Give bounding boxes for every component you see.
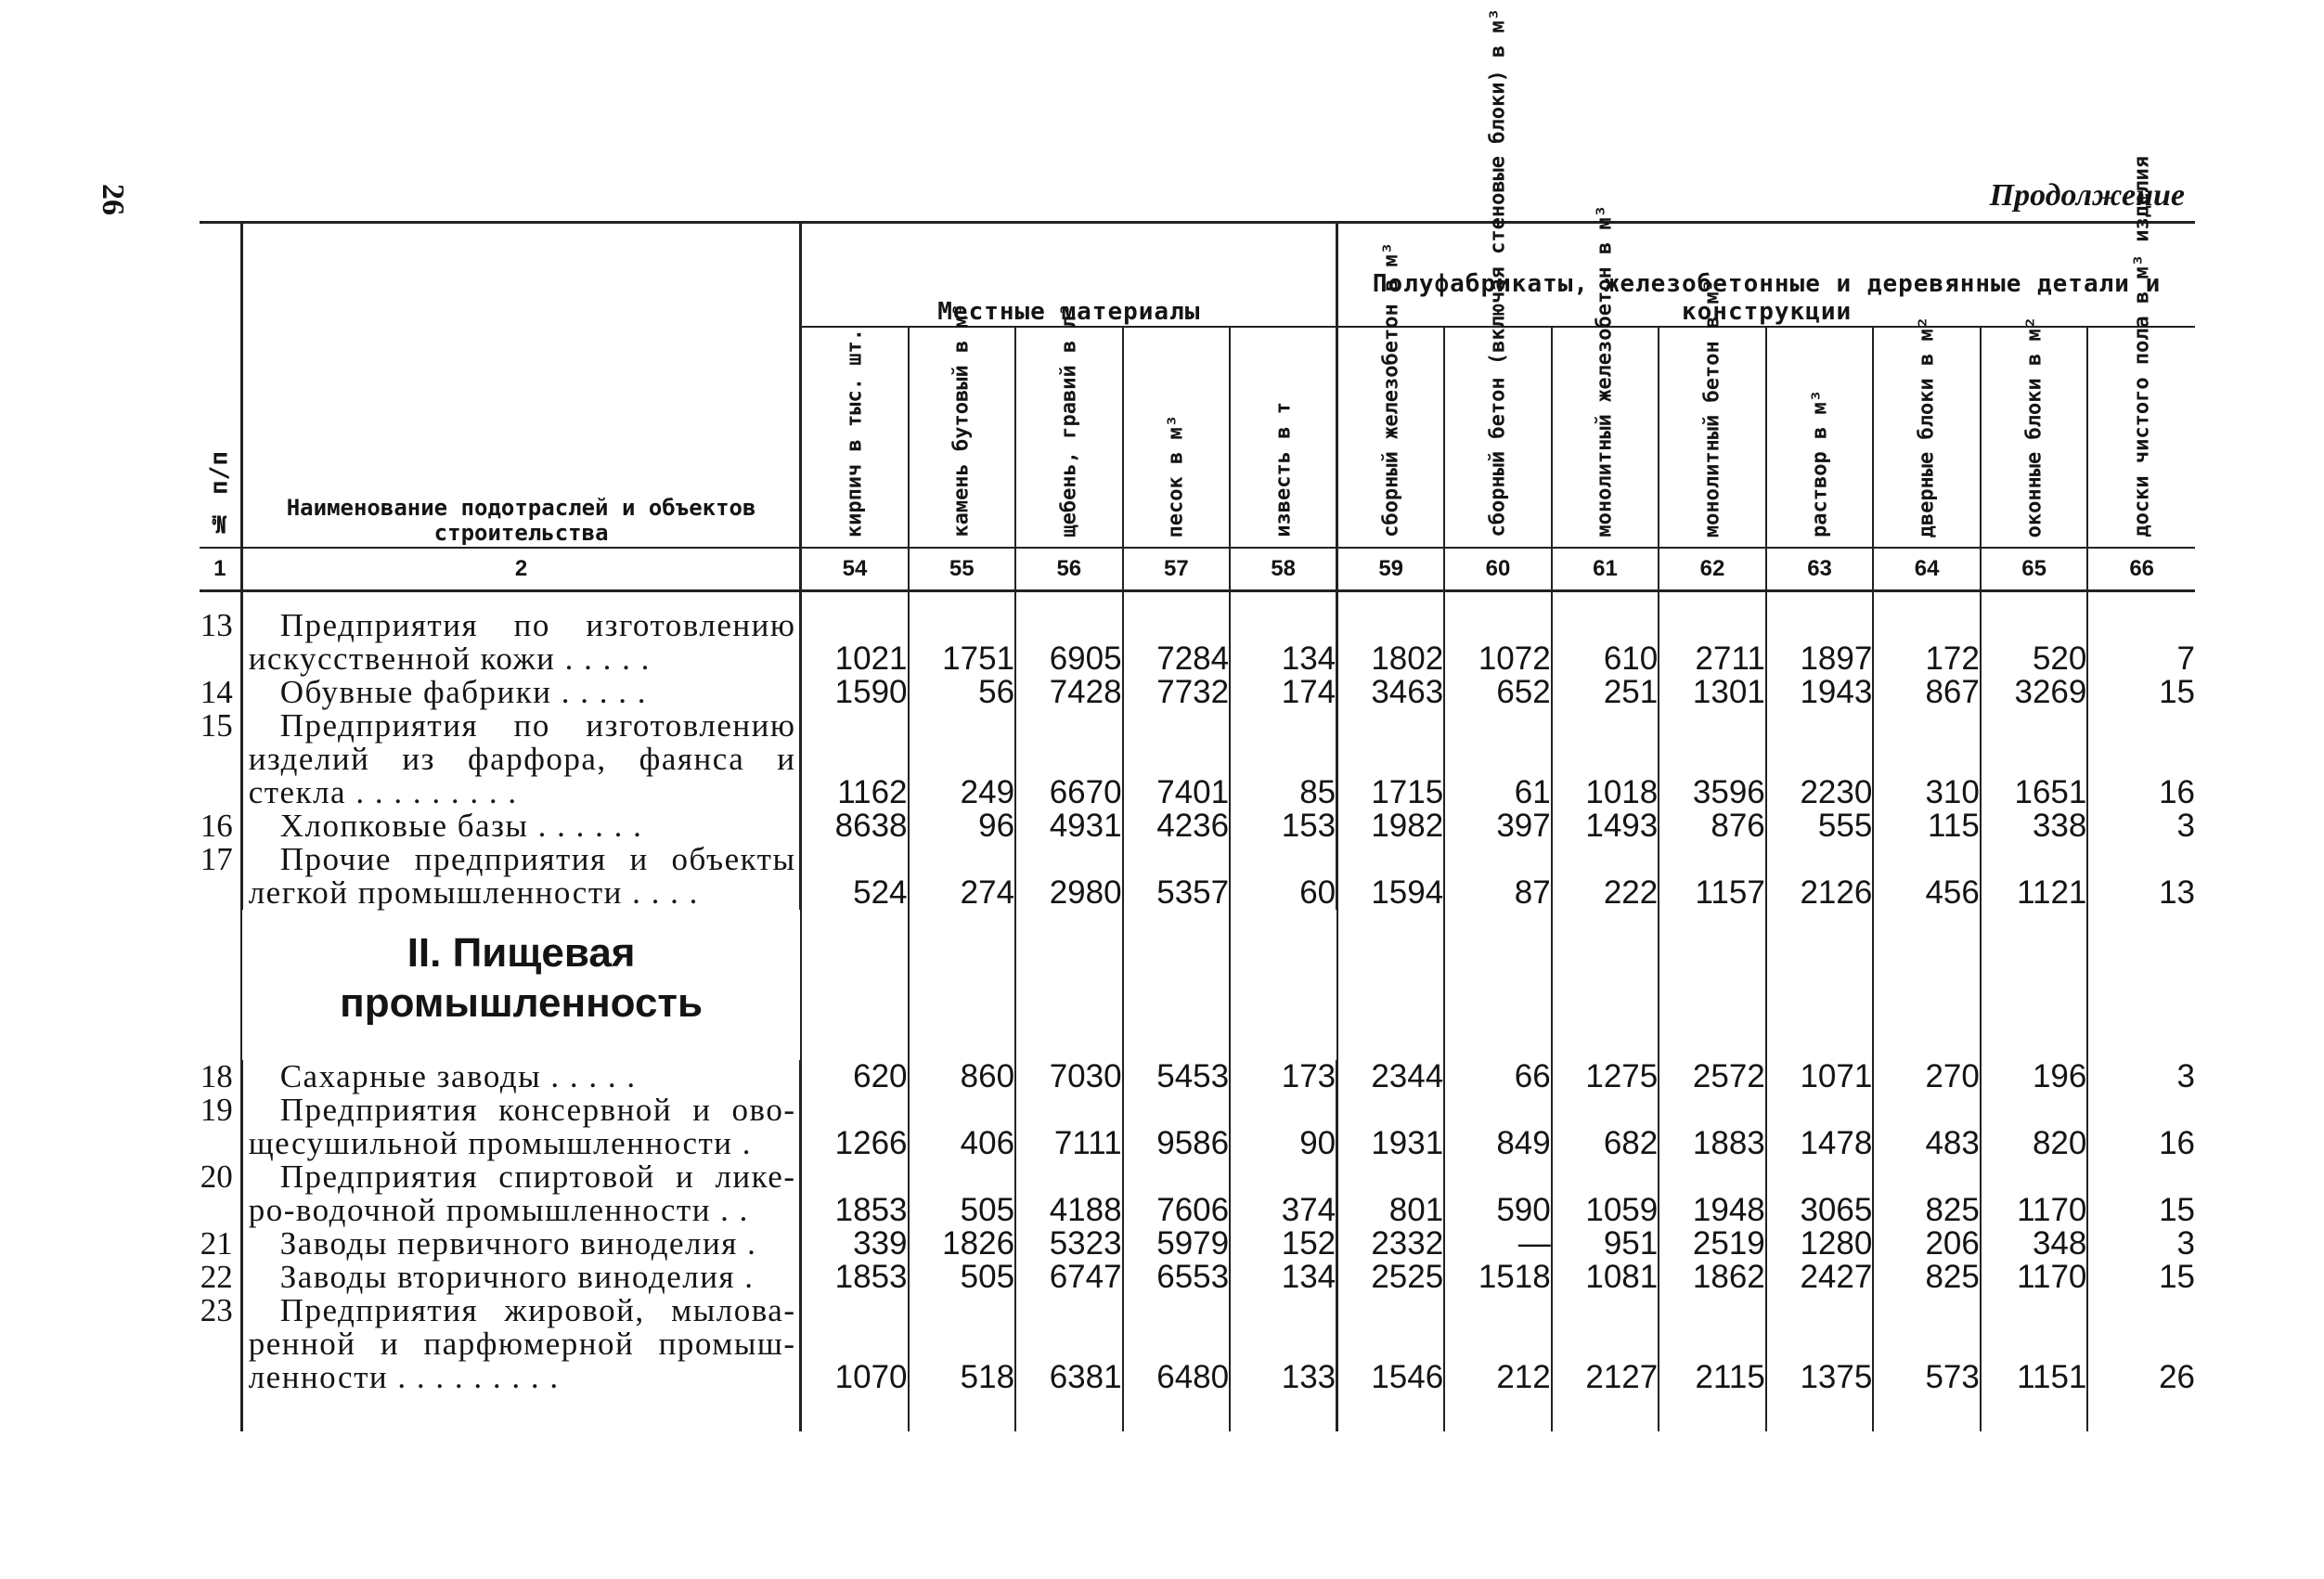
value-cell: 1493 (1552, 809, 1659, 843)
value-cell: 1280 (1766, 1227, 1874, 1261)
value-cell: 15 (2087, 1261, 2195, 1294)
value-cell: 3596 (1659, 709, 1766, 809)
header-column-64 (1873, 316, 1981, 548)
value-cell: 348 (1981, 1227, 2088, 1261)
header-group-local-materials: Местные материалы (801, 223, 1337, 328)
value-cell: 5323 (1015, 1227, 1123, 1261)
value-cell: 7284 (1123, 609, 1231, 676)
value-cell: 4188 (1015, 1160, 1123, 1227)
value-cell: 133 (1230, 1294, 1337, 1394)
column-index: 62 (1659, 548, 1766, 591)
value-cell: 6747 (1015, 1261, 1123, 1294)
value-cell: 520 (1981, 609, 2088, 676)
table-row (200, 1094, 2195, 1160)
value-cell: 1862 (1659, 1261, 1766, 1294)
column-index: 66 (2087, 548, 2195, 591)
value-cell: 652 (1444, 676, 1552, 709)
value-cell: 66 (1444, 1060, 1552, 1094)
value-cell: 3 (2087, 1227, 2195, 1261)
value-cell: 3065 (1766, 1160, 1874, 1227)
value-cell: 5357 (1123, 843, 1231, 910)
value-cell: 339 (801, 1227, 909, 1261)
value-cell: 1151 (1981, 1294, 2088, 1394)
table-body (200, 591, 2195, 1432)
value-cell: 115 (1873, 809, 1981, 843)
value-cell: 4931 (1015, 809, 1123, 843)
value-cell: 60 (1230, 843, 1337, 910)
row-number: 20 (200, 1158, 233, 1195)
column-index: 64 (1873, 548, 1981, 591)
value-cell: 1715 (1337, 709, 1445, 809)
value-cell: 153 (1230, 809, 1337, 843)
object-name (241, 1227, 801, 1261)
value-cell: 338 (1981, 809, 2088, 843)
table-row (200, 676, 2195, 709)
value-cell: 1072 (1444, 609, 1552, 676)
value-cell: 951 (1552, 1227, 1659, 1261)
value-cell: 7606 (1123, 1160, 1231, 1227)
table-row (200, 609, 2195, 676)
column-index: 55 (909, 548, 1016, 591)
table-row (200, 709, 2195, 809)
value-cell: 1070 (801, 1294, 909, 1394)
object-name-line: Заводы первичного виноделия . (279, 1225, 757, 1262)
header-column-54 (801, 327, 909, 548)
table-row (200, 809, 2195, 843)
value-cell: 374 (1230, 1160, 1337, 1227)
value-cell: 1071 (1766, 1060, 1874, 1094)
object-name-line: стекла . . . . . . . . . (248, 774, 518, 810)
value-cell: 1266 (801, 1094, 909, 1160)
value-cell: 7030 (1015, 1060, 1123, 1094)
value-cell: 573 (1873, 1294, 1981, 1394)
header-column-label: камень бутовый в м³ (949, 304, 974, 537)
value-cell: 590 (1444, 1160, 1552, 1227)
value-cell: 7732 (1123, 676, 1231, 709)
object-name-line: Предприятия по изготовлению (279, 707, 796, 744)
object-name (241, 1094, 801, 1160)
value-cell: 56 (909, 676, 1016, 709)
header-column-label: сборный бетон (включая стеновые блоки) в м³ (1486, 8, 1510, 537)
value-cell: 1802 (1337, 609, 1445, 676)
header-column-label: щебень, гравий в л³ (1057, 304, 1081, 537)
header-column-56 (1015, 304, 1123, 548)
row-number: 23 (200, 1292, 233, 1328)
value-cell: 406 (909, 1094, 1016, 1160)
header-column-55 (909, 304, 1016, 548)
value-cell: 2980 (1015, 843, 1123, 910)
value-cell: 1157 (1659, 843, 1766, 910)
value-cell: 4236 (1123, 809, 1231, 843)
object-name-line: Предприятия спиртовой и лике- (279, 1158, 796, 1195)
table-tail (200, 1394, 2195, 1431)
value-cell: 8638 (801, 809, 909, 843)
value-cell: 172 (1873, 609, 1981, 676)
value-cell: 249 (909, 709, 1016, 809)
value-cell: 6553 (1123, 1261, 1231, 1294)
value-cell: 196 (1981, 1060, 2088, 1094)
value-cell: 1121 (1981, 843, 2088, 910)
value-cell: 3463 (1337, 676, 1445, 709)
value-cell: 2344 (1337, 1060, 1445, 1094)
row-number: 21 (200, 1225, 233, 1262)
value-cell: 1162 (801, 709, 909, 809)
value-cell: 206 (1873, 1227, 1981, 1261)
value-cell: 212 (1444, 1294, 1552, 1394)
value-cell: 2115 (1659, 1294, 1766, 1394)
value-cell: 6381 (1015, 1294, 1123, 1394)
value-cell: 1518 (1444, 1261, 1552, 1294)
value-cell: 222 (1552, 843, 1659, 910)
value-cell: 2332 (1337, 1227, 1445, 1261)
column-index: 56 (1015, 548, 1123, 591)
object-name-line: изделий из фарфора, фаянса и (248, 741, 796, 777)
value-cell: 6670 (1015, 709, 1123, 809)
value-cell: 860 (909, 1060, 1016, 1094)
object-name-line: легкой промышленности . . . . (248, 874, 699, 911)
value-cell: 251 (1552, 676, 1659, 709)
object-name-line: Сахарные заводы . . . . . (279, 1058, 637, 1094)
value-cell: 2427 (1766, 1261, 1874, 1294)
value-cell: 2127 (1552, 1294, 1659, 1394)
row-number: 16 (200, 808, 233, 844)
header-column-label: дверные блоки в м² (1915, 316, 1939, 537)
section-title (241, 910, 801, 1060)
value-cell: 310 (1873, 709, 1981, 809)
value-cell: 3 (2087, 1060, 2195, 1094)
value-cell: 620 (801, 1060, 909, 1094)
value-cell: 3269 (1981, 676, 2088, 709)
object-name-line: щесушильной промышленности . (248, 1125, 753, 1161)
table-row (200, 843, 2195, 910)
value-cell: 876 (1659, 809, 1766, 843)
value-cell: 867 (1873, 676, 1981, 709)
section-title-line: II. Пищевая (407, 930, 636, 976)
column-index: 60 (1444, 548, 1552, 591)
value-cell: 483 (1873, 1094, 1981, 1160)
value-cell: — (1444, 1227, 1552, 1261)
column-index: 54 (801, 548, 909, 591)
value-cell: 682 (1552, 1094, 1659, 1160)
value-cell: 174 (1230, 676, 1337, 709)
column-index: 58 (1230, 548, 1337, 591)
header-column-label: монолитный бетон в м³ (1700, 278, 1724, 537)
object-name (241, 1160, 801, 1227)
value-cell: 1081 (1552, 1261, 1659, 1294)
value-cell: 270 (1873, 1060, 1981, 1094)
column-index: 59 (1337, 548, 1445, 591)
value-cell: 820 (1981, 1094, 2088, 1160)
object-name (241, 1261, 801, 1294)
value-cell: 85 (1230, 709, 1337, 809)
value-cell: 1375 (1766, 1294, 1874, 1394)
value-cell: 1590 (801, 676, 909, 709)
value-cell: 2230 (1766, 709, 1874, 809)
value-cell: 1018 (1552, 709, 1659, 809)
value-cell: 524 (801, 843, 909, 910)
table-row (200, 1294, 2195, 1394)
value-cell: 1059 (1552, 1160, 1659, 1227)
page-number: 26 (96, 184, 130, 215)
value-cell: 1948 (1659, 1160, 1766, 1227)
object-name-line: Обувные фабрики . . . . . (279, 674, 647, 710)
row-number: 18 (200, 1058, 233, 1094)
header-object-name: Наименование подотраслей и объектов строительства (241, 223, 801, 549)
object-name (241, 843, 801, 910)
table-row (200, 1227, 2195, 1261)
value-cell: 15 (2087, 676, 2195, 709)
header-column-63 (1766, 327, 1874, 548)
value-cell: 5979 (1123, 1227, 1231, 1261)
value-cell: 16 (2087, 709, 2195, 809)
row-number: 17 (200, 841, 233, 877)
value-cell: 1751 (909, 609, 1016, 676)
value-cell: 1943 (1766, 676, 1874, 709)
column-index: 63 (1766, 548, 1874, 591)
value-cell: 134 (1230, 1261, 1337, 1294)
value-cell: 1594 (1337, 843, 1445, 910)
object-name-line: Предприятия консервной и ово- (279, 1092, 796, 1128)
value-cell: 90 (1230, 1094, 1337, 1160)
value-cell: 61 (1444, 709, 1552, 809)
value-cell: 1478 (1766, 1094, 1874, 1160)
column-index: 2 (241, 548, 801, 591)
object-name (241, 1060, 801, 1094)
object-name-line: Предприятия по изготовлению (279, 607, 796, 643)
header-column-label: песок в м³ (1164, 414, 1188, 537)
header-column-65 (1981, 316, 2088, 548)
value-cell: 9586 (1123, 1094, 1231, 1160)
value-cell: 5453 (1123, 1060, 1231, 1094)
value-cell: 7428 (1015, 676, 1123, 709)
header-column-label: сборный железобетон в м³ (1379, 242, 1403, 537)
value-cell: 1931 (1337, 1094, 1445, 1160)
section-row (200, 910, 2195, 1060)
object-name (241, 1294, 801, 1394)
object-name-line: ренной и парфюмерной промыш- (248, 1326, 796, 1362)
value-cell: 7 (2087, 609, 2195, 676)
value-cell: 2525 (1337, 1261, 1445, 1294)
value-cell: 456 (1873, 843, 1981, 910)
column-index: 61 (1552, 548, 1659, 591)
value-cell: 1170 (1981, 1160, 2088, 1227)
object-name (241, 676, 801, 709)
column-index: 1 (200, 548, 241, 591)
value-cell: 397 (1444, 809, 1552, 843)
section-title-line: промышленность (340, 980, 704, 1026)
object-name (241, 809, 801, 843)
object-name (241, 609, 801, 676)
object-name-line: ленности . . . . . . . . . (248, 1359, 560, 1395)
value-cell: 96 (909, 809, 1016, 843)
value-cell: 1651 (1981, 709, 2088, 809)
value-cell: 7111 (1015, 1094, 1123, 1160)
value-cell: 1883 (1659, 1094, 1766, 1160)
row-number: 15 (200, 707, 233, 744)
value-cell: 3 (2087, 809, 2195, 843)
header-column-label: монолитный железобетон в м³ (1593, 205, 1617, 537)
table-row (200, 1261, 2195, 1294)
header-column-59 (1337, 242, 1445, 548)
row-number: 22 (200, 1259, 233, 1295)
value-cell: 825 (1873, 1160, 1981, 1227)
header-column-label: оконные блоки в м² (2022, 316, 2046, 537)
value-cell: 555 (1766, 809, 1874, 843)
header-column-60 (1444, 8, 1552, 548)
column-index: 65 (1981, 548, 2088, 591)
object-name-line: искусственной кожи . . . . . (248, 641, 651, 677)
value-cell: 2711 (1659, 609, 1766, 676)
value-cell: 1546 (1337, 1294, 1445, 1394)
value-cell: 505 (909, 1261, 1016, 1294)
value-cell: 134 (1230, 609, 1337, 676)
value-cell: 274 (909, 843, 1016, 910)
value-cell: 1301 (1659, 676, 1766, 709)
header-column-label: раствор в м³ (1808, 390, 1831, 537)
value-cell: 13 (2087, 843, 2195, 910)
value-cell: 2572 (1659, 1060, 1766, 1094)
header-column-label: доски чистого пола в м³ изделия (2130, 156, 2154, 537)
value-cell: 505 (909, 1160, 1016, 1227)
object-name-line: Заводы вторичного виноделия . (279, 1259, 755, 1295)
header-column-61 (1552, 205, 1659, 548)
value-cell: 849 (1444, 1094, 1552, 1160)
value-cell: 2126 (1766, 843, 1874, 910)
column-index: 57 (1123, 548, 1231, 591)
table-row (200, 1160, 2195, 1227)
header-group-semifinished: Полуфабрикаты, железобетонные и деревянные детали и конструкции (1337, 223, 2195, 328)
value-cell: 801 (1337, 1160, 1445, 1227)
value-cell: 518 (909, 1294, 1016, 1394)
header-column-57 (1123, 327, 1231, 548)
value-cell: 1826 (909, 1227, 1016, 1261)
object-name-line: Предприятия жировой, мылова- (279, 1292, 796, 1328)
object-name-line: ро-водочной промышленности . . (248, 1192, 749, 1228)
continuation-label: Продолжение (1989, 178, 2185, 213)
object-name-line: Хлопковые базы . . . . . . (279, 808, 643, 844)
value-cell: 610 (1552, 609, 1659, 676)
value-cell: 7401 (1123, 709, 1231, 809)
value-cell: 173 (1230, 1060, 1337, 1094)
header-index-row (200, 548, 2195, 591)
value-cell: 1982 (1337, 809, 1445, 843)
header-column-62 (1659, 278, 1766, 548)
object-name-line: Прочие предприятия и объекты (279, 841, 796, 877)
row-number: 13 (200, 607, 233, 643)
value-cell: 15 (2087, 1160, 2195, 1227)
header-column-label: кирпич в тыс. шт. (843, 328, 867, 537)
header-row-number: № п/п (200, 223, 241, 549)
value-cell: 87 (1444, 843, 1552, 910)
row-number: 14 (200, 674, 233, 710)
value-cell: 825 (1873, 1261, 1981, 1294)
row-number: 19 (200, 1092, 233, 1128)
value-cell: 6480 (1123, 1294, 1231, 1394)
value-cell: 1853 (801, 1261, 909, 1294)
object-name (241, 709, 801, 809)
value-cell: 16 (2087, 1094, 2195, 1160)
value-cell: 1853 (801, 1160, 909, 1227)
table-row (200, 1060, 2195, 1094)
value-cell: 152 (1230, 1227, 1337, 1261)
value-cell: 1275 (1552, 1060, 1659, 1094)
value-cell: 26 (2087, 1294, 2195, 1394)
value-cell: 1021 (801, 609, 909, 676)
header-column-58 (1230, 327, 1337, 548)
value-cell: 1897 (1766, 609, 1874, 676)
value-cell: 2519 (1659, 1227, 1766, 1261)
value-cell: 1170 (1981, 1261, 2088, 1294)
header-column-label: известь в т (1272, 402, 1296, 537)
value-cell: 6905 (1015, 609, 1123, 676)
